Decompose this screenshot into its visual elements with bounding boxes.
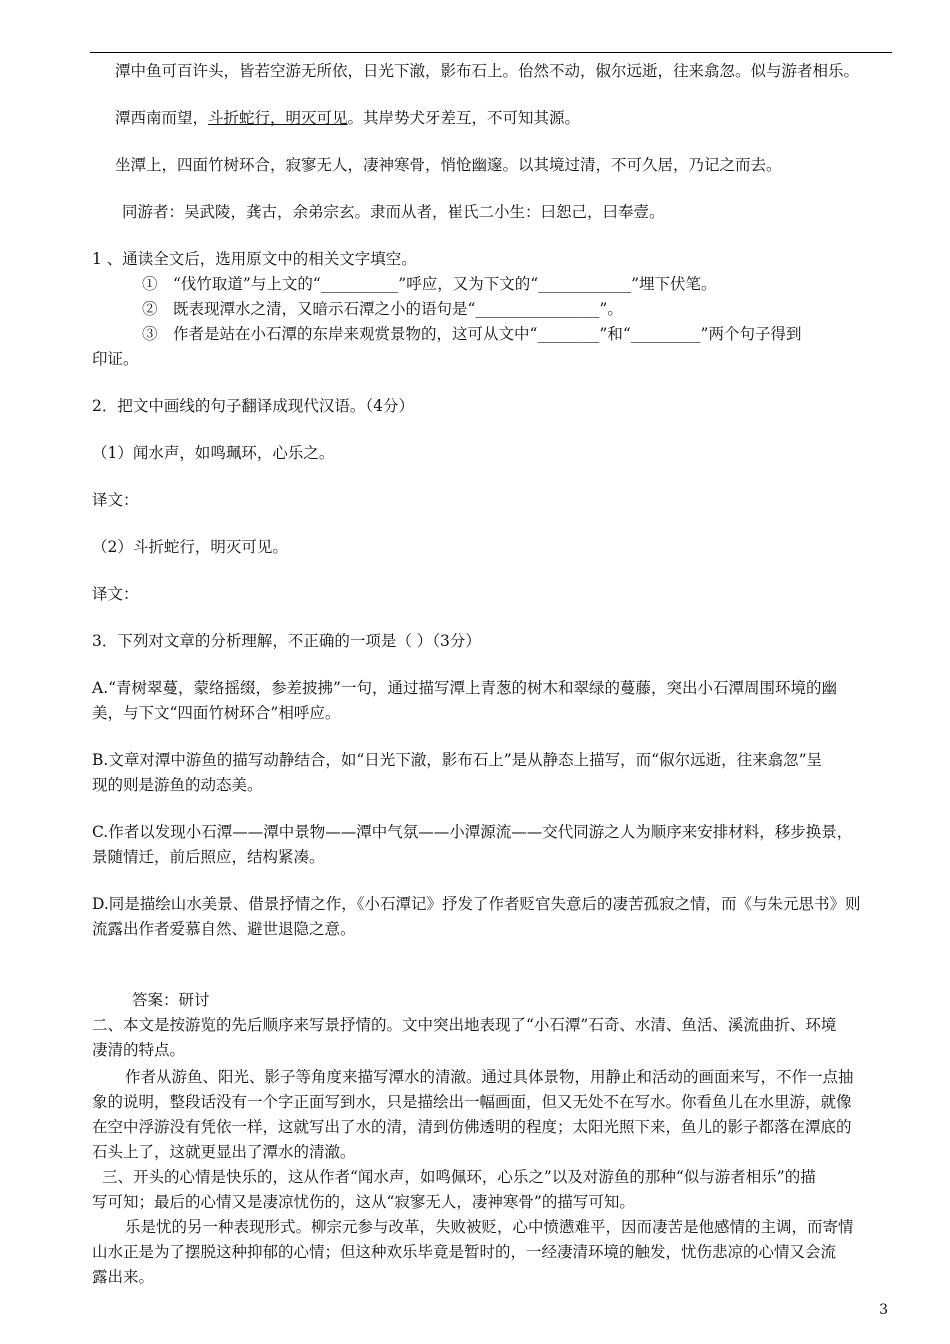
answer-title: 答案：研讨 [132, 991, 210, 1009]
answer-line-6: 石头上了，这就更显出了潭水的清澈。 [92, 1143, 356, 1161]
answer-line-1: 二、本文是按游览的先后顺序来写景抒情的。文中突出地表现了“小石潭”石奇、水清、鱼活、溪流曲折、环境 [92, 1016, 837, 1034]
question-2-stem: 2．把文中画线的句子翻译成现代汉语。（4分） [92, 397, 414, 415]
passage-p2-after: 。其岸势犬牙差互，不可知其源。 [347, 109, 581, 127]
passage-paragraph-2 [115, 107, 580, 129]
option-d-line-2: 流露出作者爱慕自然、避世退隐之意。 [92, 920, 356, 938]
question-2-sentence-1: （1）闻水声，如鸣珮环，心乐之。 [92, 444, 335, 462]
question-1-stem: 1 、通读全文后，选用原文中的相关文字填空。 [92, 250, 417, 268]
option-d-line-1: D.同是描绘山水美景、借景抒情之作，《小石潭记》抒发了作者贬官失意后的凄苦孤寂之情，而《与朱元思书》则 [92, 895, 861, 913]
question-2-sentence-2: （2）斗折蛇行，明灭可见。 [92, 538, 288, 556]
header-rule [90, 52, 892, 53]
answer-line-2: 凄清的特点。 [92, 1041, 186, 1059]
answer-line-3: 作者从游鱼、阳光、影子等角度来描写潭水的清澈。通过具体景物，用静止和活动的画面来写，不作一点抽 [125, 1068, 854, 1086]
question-2-translation-1: 译文： [92, 491, 139, 509]
answer-line-4: 象的说明，整段话没有一个字正面写到水，只是描绘出一幅画面，但又无处不在写水。你看鱼儿在水里游，就像 [92, 1093, 852, 1111]
question-2-translation-2: 译文： [92, 585, 139, 603]
option-b-line-2: 现的则是游鱼的动态美。 [92, 776, 263, 794]
passage-paragraph-3: 坐潭上，四面竹树环合，寂寥无人，凄神寒骨，悄怆幽邃。以其境过清，不可久居，乃记之而去。 [115, 156, 782, 174]
option-a-line-1: A.“青树翠蔓，蒙络摇缀，参差披拂”一句，通过描写潭上青葱的树木和翠绿的蔓藤，突出小石潭周围环境的幽 [92, 679, 837, 697]
page-number: 3 [879, 1302, 888, 1318]
answer-line-5: 在空中浮游没有凭依一样，这就写出了水的清，清到仿佛透明的程度；太阳光照下来，鱼儿的影子都落在潭底的 [92, 1118, 852, 1136]
question-1-item-c: ③ 作者是站在小石潭的东岸来观赏景物的，这可从文中“________”和“_________”两个句子得到 [142, 325, 802, 343]
question-1-item-b: ② 既表现潭水之清，又暗示石潭之小的语句是“________________”。 [142, 300, 623, 318]
passage-paragraph-1: 潭中鱼可百许头，皆若空游无所依，日光下澈，影布石上。佁然不动，俶尔远逝，往来翕忽。似与游者相乐。 [115, 62, 860, 80]
question-3-stem: 3．下列对文章的分析理解，不正确的一项是（ ）（3分） [92, 632, 481, 650]
answer-line-9: 乐是忧的另一种表现形式。柳宗元参与改革，失败被贬，心中愤懑难平，因而凄苦是他感情的主调，而寄情 [125, 1218, 854, 1236]
question-1-item-a: ① “伐竹取道”与上文的“__________”呼应，又为下文的“____________”埋下伏笔。 [142, 275, 717, 293]
underlined-sentence: 斗折蛇行，明灭可见 [208, 109, 348, 127]
option-c-line-2: 景随情迁，前后照应，结构紧凑。 [92, 848, 325, 866]
answer-line-7: 三、开头的心情是快乐的，这从作者“闻水声，如鸣佩环，心乐之”以及对游鱼的那种“似与游者相乐”的描 [102, 1168, 816, 1186]
passage-paragraph-4: 同游者：吴武陵，龚古，余弟宗玄。隶而从者，崔氏二小生：曰恕己，曰奉壹。 [122, 203, 665, 221]
option-c-line-1: C.作者以发现小石潭——潭中景物——潭中气氛——小潭源流——交代同游之人为顺序来安排材料，移步换景， [92, 823, 853, 841]
answer-line-10: 山水正是为了摆脱这种抑郁的心情；但这种欢乐毕竟是暂时的，一经凄清环境的触发，忧伤悲凉的心情又会流 [92, 1243, 837, 1261]
option-a-line-2: 美，与下文“四面竹树环合”相呼应。 [92, 704, 341, 722]
passage-p2-before: 潭西南而望， [115, 109, 209, 127]
option-b-line-1: B.文章对潭中游鱼的描写动静结合，如“日光下澈，影布石上”是从静态上描写，而“俶尔远逝，往来翕忽”呈 [92, 751, 823, 769]
question-1-item-c-cont: 印证。 [92, 350, 139, 368]
answer-line-8: 写可知；最后的心情又是凄凉忧伤的，这从“寂寥无人，凄神寒骨”的描写可知。 [92, 1193, 635, 1211]
answer-line-11: 露出来。 [92, 1268, 155, 1286]
